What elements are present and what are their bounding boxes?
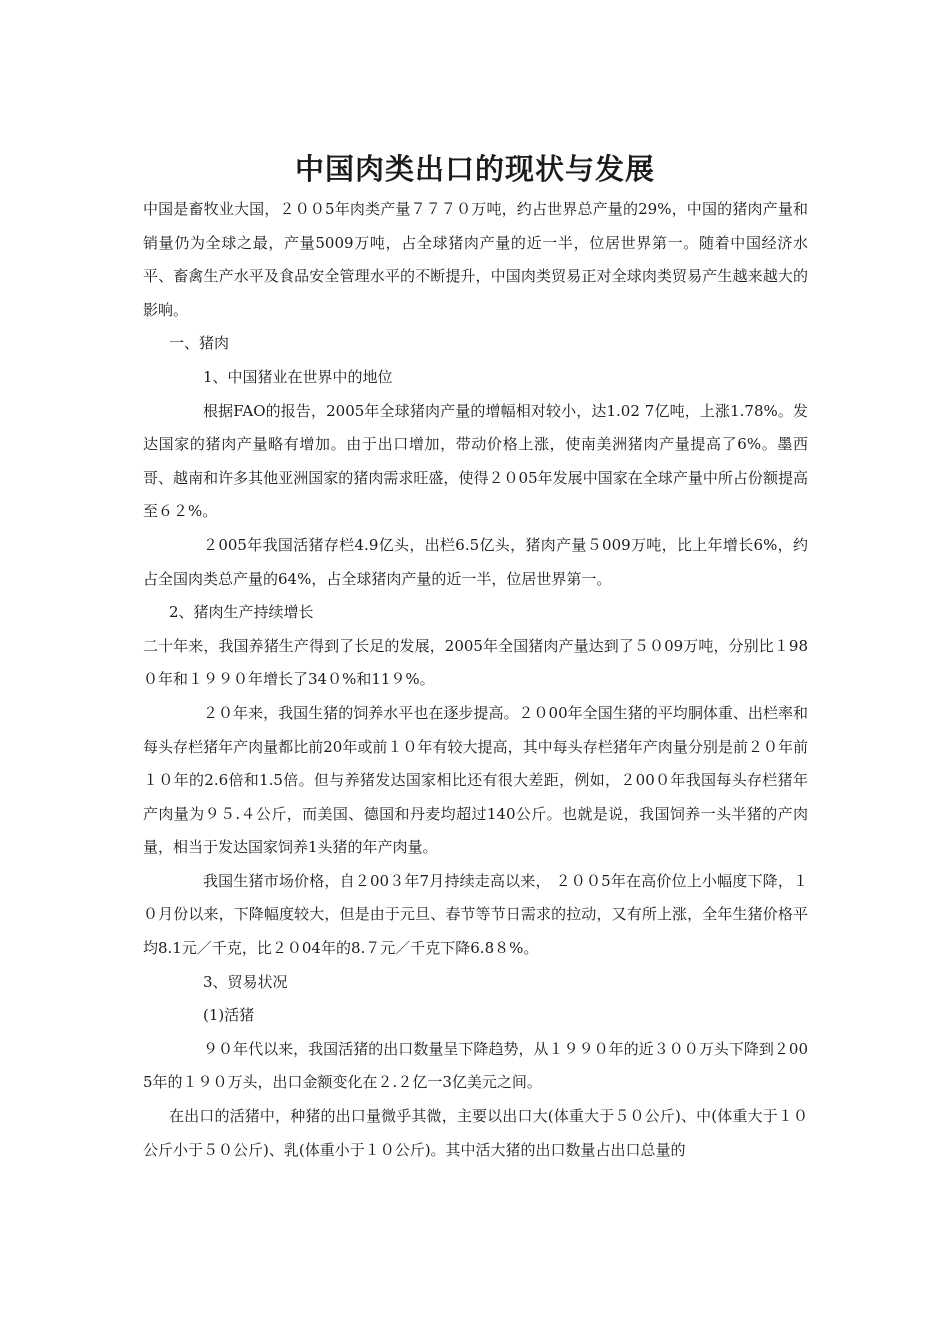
paragraph-2005-inventory: ２005年我国活猪存栏4.9亿头，出栏6.5亿头，猪肉产量５009万吨，比上年增长6%，约占全国肉类总产量的64%，占全球猪肉产量的近一半，位居世界第一。 — [143, 535, 808, 588]
paragraph-intro: 中国是畜牧业大国，２００5年肉类产量７７７０万吨，约占世界总产量的29%，中国的猪肉产量和销量仍为全球之最，产量5009万吨，占全球猪肉产量的近一半，位居世界第一。随着中国经济水平、畜禽生产水平及食品安全管理水平的不断提升，中国肉类贸易正对全球肉类贸易产生越来越大的影响。 — [143, 200, 808, 319]
paragraph-feeding-level: ２０年来，我国生猪的饲养水平也在逐步提高。２０00年全国生猪的平均胴体重、出栏率和每头存栏猪年产肉量都比前20年或前１０年有较大提高，其中每头存栏猪年产肉量分别是前２０年前１０年的2.6倍和1.5倍。但与养猪发达国家相比还有很大差距，例如，２00０年我国每头存栏猪年产肉量为９５.４公斤，而美国、德国和丹麦均超过140公斤。也就是说，我国饲养一头半猪的产肉量，相当于发达国家饲养1头猪的年产肉量。 — [143, 703, 808, 857]
section-heading-pork: 一、猪肉 — [169, 334, 230, 353]
paragraph-twenty-years: 二十年来，我国养猪生产得到了长足的发展，2005年全国猪肉产量达到了５０09万吨，分别比１98０年和１９９０年增长了34０%和11９%。 — [143, 636, 808, 689]
subsection-heading-live-pigs: (1)活猪 — [203, 1006, 255, 1025]
document-body — [143, 193, 808, 1167]
subsection-heading-world-position: 1、中国猪业在世界中的地位 — [203, 367, 393, 386]
subsection-heading-production-growth: 2、猪肉生产持续增长 — [169, 603, 314, 622]
paragraph-fao-report: 根据FAO的报告，2005年全球猪肉产量的增幅相对较小，达1.02 7亿吨，上涨1.78%。发达国家的猪肉产量略有增加。由于出口增加，带动价格上涨，使南美洲猪肉产量提高了6%。墨西哥、越南和许多其他亚洲国家的猪肉需求旺盛，使得２０05年发展中国家在全球产量中所占份额提高至６２%。 — [143, 401, 808, 521]
paragraph-market-price: 我国生猪市场价格，自２00３年7月持续走高以来， ２００5年在高价位上小幅度下降，１０月份以来，下降幅度较大，但是由于元旦、春节等节日需求的拉动，又有所上涨，全年生猪价格平均8.1元／千克，比２０04年的8.７元／千克下降6.8８%。 — [143, 871, 808, 958]
subsection-heading-trade: 3、贸易状况 — [203, 972, 288, 991]
page-title: 中国肉类出口的现状与发展 — [294, 152, 655, 187]
paragraph-live-pig-exports: ９０年代以来，我国活猪的出口数量呈下降趋势，从１９９０年的近３００万头下降到２005年的１９０万头，出口金额变化在２.２亿一3亿美元之间。 — [143, 1039, 808, 1092]
paragraph-export-composition: 在出口的活猪中，种猪的出口量微乎其微，主要以出口大(体重大于５０公斤)、中(体重大于１０公斤小于５０公斤)、乳(体重小于１０公斤)。其中活大猪的出口数量占出口总量的 — [143, 1107, 808, 1159]
